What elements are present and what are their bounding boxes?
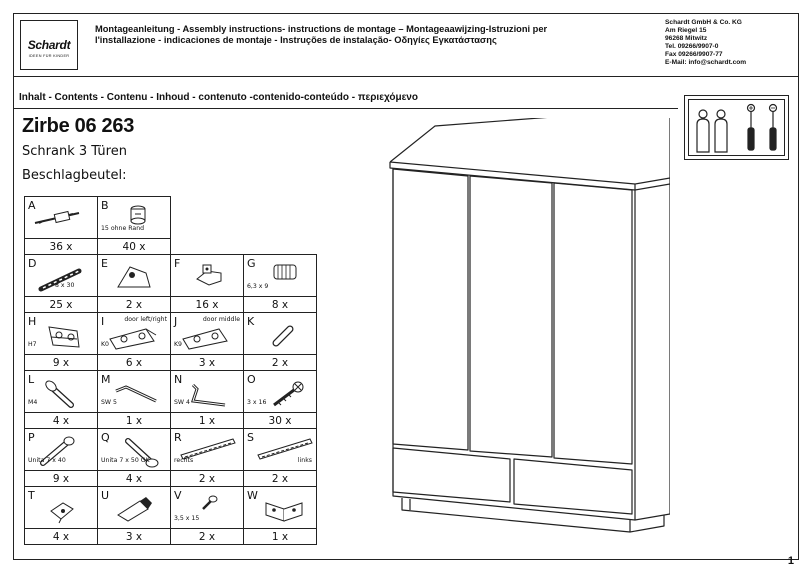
- part-quantity: 3 x: [125, 531, 143, 543]
- logo-brand: Schardt: [27, 38, 71, 52]
- pin-icon: [248, 317, 314, 353]
- part-letter: V: [174, 489, 182, 502]
- instructions-title: [95, 24, 575, 46]
- quantity-divider: [98, 296, 170, 297]
- glue-tube-icon: [102, 491, 168, 527]
- product-name: Zirbe 06 263: [22, 115, 135, 137]
- tools-panel: [684, 95, 789, 160]
- quantity-divider: [25, 354, 97, 355]
- company-email: E-Mail: info@schardt.com: [665, 59, 747, 67]
- page-number: 1: [787, 555, 794, 567]
- quantity-divider: [98, 354, 170, 355]
- part-letter: G: [247, 257, 256, 270]
- contents-divider: [13, 108, 678, 109]
- part-quantity: 4 x: [52, 415, 70, 427]
- part-quantity: 16 x: [195, 299, 219, 311]
- company-address: [665, 19, 746, 68]
- part-cell-h: [24, 312, 98, 371]
- part-door-note: door middle: [202, 316, 240, 323]
- part-cell-f: [170, 254, 244, 313]
- wood-dowel-icon: [29, 259, 95, 295]
- quantity-divider: [25, 470, 97, 471]
- part-letter: F: [174, 257, 181, 270]
- part-letter: Q: [101, 431, 110, 444]
- part-cell-d: [24, 254, 98, 313]
- part-quantity: 4 x: [125, 473, 143, 485]
- part-quantity: 36 x: [49, 241, 73, 253]
- part-letter: M: [101, 373, 111, 386]
- contents-heading: Inhalt - Contents - Contenu - Inhoud - contenuto -contenido-conteúdo - περιεχόμενο: [19, 92, 418, 103]
- quantity-divider: [98, 238, 170, 239]
- part-cell-i: [97, 312, 171, 371]
- fitting-bag-label: Beschlagbeutel:: [22, 168, 127, 183]
- clip-icon: [29, 491, 95, 527]
- part-cell-e: [97, 254, 171, 313]
- quantity-divider: [25, 528, 97, 529]
- part-quantity: 6 x: [125, 357, 143, 369]
- part-spec: SW 5: [101, 399, 117, 406]
- part-letter: E: [101, 257, 108, 270]
- company-phone: Tel. 09266/9907-0: [665, 43, 719, 51]
- part-cell-g: [243, 254, 317, 313]
- quantity-divider: [25, 296, 97, 297]
- part-spec: K0: [101, 341, 109, 348]
- quantity-divider: [171, 470, 243, 471]
- part-quantity: 40 x: [122, 241, 146, 253]
- part-cell-o: [243, 370, 317, 429]
- quantity-divider: [98, 470, 170, 471]
- part-spec: Unita 7 x 50 GK: [101, 457, 150, 464]
- product-subtitle: Schrank 3 Türen: [22, 144, 127, 159]
- part-cell-b: [97, 196, 171, 255]
- part-cell-m: [97, 370, 171, 429]
- part-quantity: 4 x: [52, 531, 70, 543]
- part-cell-p: [24, 428, 98, 487]
- part-quantity: 1 x: [198, 415, 216, 427]
- dowel-icon: [29, 201, 95, 237]
- logo-tagline: IDEEN FÜR KINDER: [28, 54, 70, 58]
- part-spec: rechts: [174, 457, 194, 464]
- title-line-2: l'installazione - indicaciones de montaje - Instruções de instalação- Οδηγίες Εγκατάστασης: [95, 35, 497, 45]
- quantity-divider: [244, 528, 316, 529]
- part-cell-a: [24, 196, 98, 255]
- part-cell-s: [243, 428, 317, 487]
- part-spec: K9: [174, 341, 182, 348]
- quantity-divider: [244, 412, 316, 413]
- part-spec: 3,5 x 15: [174, 515, 200, 522]
- part-spec: 6,3 x 9: [247, 283, 269, 290]
- part-spec: Unita 7 x 40: [28, 457, 66, 464]
- part-letter: N: [174, 373, 183, 386]
- quantity-divider: [25, 238, 97, 239]
- part-letter: W: [247, 489, 258, 502]
- quantity-divider: [171, 412, 243, 413]
- part-spec: 3 x 16: [247, 399, 267, 406]
- part-cell-v: [170, 486, 244, 545]
- company-logo: [20, 20, 78, 70]
- part-quantity: 1 x: [125, 415, 143, 427]
- quantity-divider: [98, 412, 170, 413]
- quantity-divider: [171, 354, 243, 355]
- part-spec: H7: [28, 341, 37, 348]
- part-letter: K: [247, 315, 255, 328]
- part-spec: 15 ohne Rand: [101, 225, 145, 232]
- part-quantity: 3 x: [198, 357, 216, 369]
- part-spec: M4: [28, 399, 38, 406]
- part-letter: P: [28, 431, 35, 444]
- part-cell-r: [170, 428, 244, 487]
- part-letter: A: [28, 199, 36, 212]
- part-letter: J: [174, 315, 178, 328]
- bracket-icon: [102, 259, 168, 295]
- quantity-divider: [171, 296, 243, 297]
- part-letter: I: [101, 315, 105, 328]
- part-quantity: 9 x: [52, 357, 70, 369]
- part-quantity: 2 x: [271, 473, 289, 485]
- quantity-divider: [244, 354, 316, 355]
- part-spec: SW 4: [174, 399, 190, 406]
- quantity-divider: [98, 528, 170, 529]
- part-quantity: 2 x: [271, 357, 289, 369]
- part-letter: T: [28, 489, 35, 502]
- part-quantity: 1 x: [271, 531, 289, 543]
- part-cell-t: [24, 486, 98, 545]
- part-letter: O: [247, 373, 256, 386]
- title-line-1: Montageanleitung - Assembly instructions- instructions de montage – Montageaawijzing-Istruzioni per: [95, 24, 548, 34]
- part-cell-l: [24, 370, 98, 429]
- part-letter: R: [174, 431, 182, 444]
- quantity-divider: [171, 528, 243, 529]
- part-cell-j: [170, 312, 244, 371]
- quantity-divider: [244, 470, 316, 471]
- quantity-divider: [244, 296, 316, 297]
- quantity-divider: [25, 412, 97, 413]
- part-letter: L: [28, 373, 35, 386]
- part-letter: D: [28, 257, 37, 270]
- part-letter: H: [28, 315, 37, 328]
- part-quantity: 2 x: [198, 473, 216, 485]
- wardrobe-drawing: [380, 118, 670, 550]
- part-cell-q: [97, 428, 171, 487]
- part-letter: S: [247, 431, 254, 444]
- company-fax: Fax 09266/9907-77: [665, 51, 723, 59]
- part-cell-k: [243, 312, 317, 371]
- part-letter: U: [101, 489, 110, 502]
- hinge-icon: [29, 317, 95, 353]
- part-spec: 8 x 30: [55, 282, 75, 289]
- company-name: Schardt GmbH & Co. KG: [665, 19, 742, 26]
- part-quantity: 8 x: [271, 299, 289, 311]
- company-city: 96268 Mitwitz: [665, 35, 708, 43]
- part-letter: B: [101, 199, 109, 212]
- part-quantity: 9 x: [52, 473, 70, 485]
- part-door-note: door left/right: [124, 316, 167, 323]
- part-cell-w: [243, 486, 317, 545]
- shelf-support-icon: [175, 259, 241, 295]
- two-persons-screwdrivers-icon: [689, 100, 786, 157]
- part-quantity: 2 x: [198, 531, 216, 543]
- angle-bracket-icon: [248, 491, 314, 527]
- part-cell-u: [97, 486, 171, 545]
- part-quantity: 2 x: [125, 299, 143, 311]
- part-quantity: 30 x: [268, 415, 292, 427]
- part-spec: links: [297, 457, 312, 464]
- company-street: Am Riegel 15: [665, 27, 707, 35]
- part-quantity: 25 x: [49, 299, 73, 311]
- part-cell-n: [170, 370, 244, 429]
- connector-bolt-icon: [29, 375, 95, 411]
